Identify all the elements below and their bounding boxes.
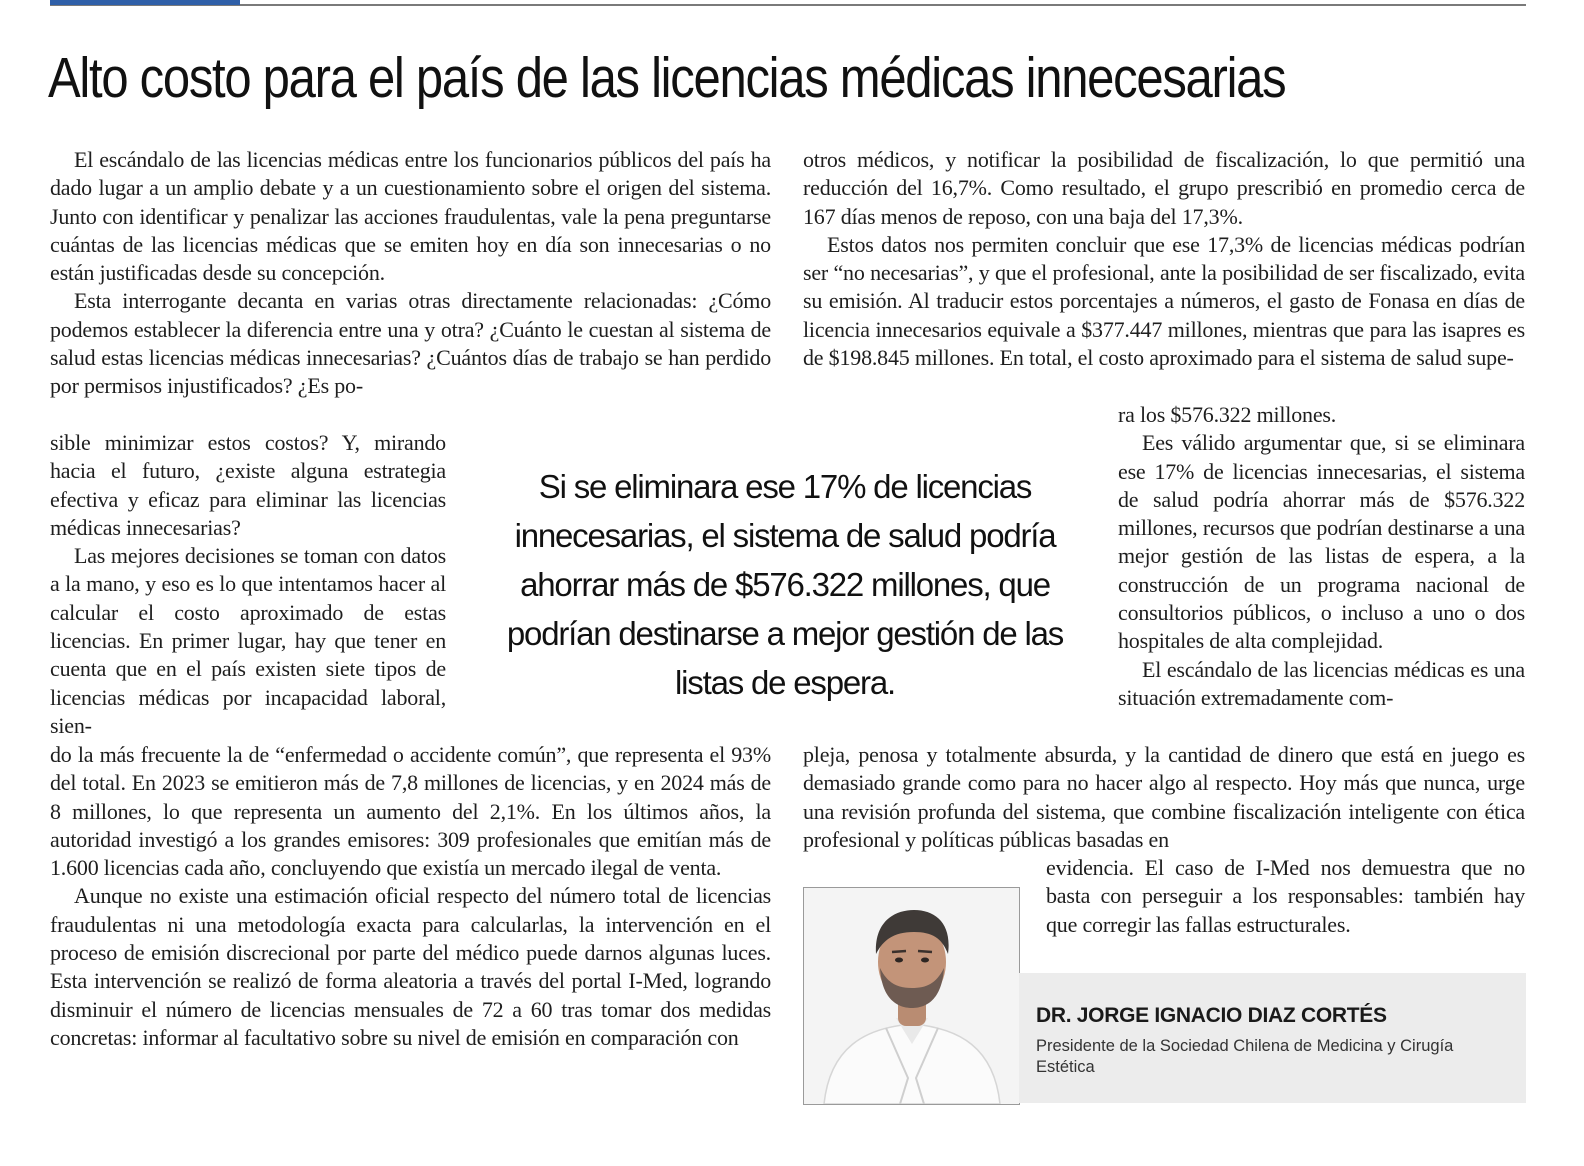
paragraph: Las mejores decisiones se toman con datos a la mano, y eso es lo que intentamos hacer al calcular el costo aproximado de estas licencias. En primer lugar, hay que tener en cuenta que en el país existen siete tipos de licencias médicas por incapacidad laboral, sien- [50,543,446,738]
author-name: DR. JORGE IGNACIO DIAZ CORTÉS [1036,1004,1387,1027]
section-accent-bar [50,0,240,5]
paragraph: evidencia. El caso de I-Med nos demuestra que no basta con perseguir a los responsables: también hay que corregir las fallas estructurales. [1046,855,1525,937]
right-column-tail [1046,854,1525,939]
paragraph: El escándalo de las licencias médicas entre los funcionarios públicos del país ha dado lugar a un amplio debate y a un cuestionamiento sobre el origen del sistema. Junto con identificar y penalizar las acciones fraudulentas, vale la pena preguntarse cuántas de las licencias médicas que se emiten hoy en día son innecesarias o no están justificadas desde su concepción. [50,147,771,286]
left-column-bottom [50,741,771,1052]
paragraph: ra los $576.322 millones. [1118,402,1337,427]
top-rule [50,4,1526,6]
left-column-top [50,146,771,401]
author-role: Presidente de la Sociedad Chilena de Medicina y Cirugía Estética [1036,1037,1454,1076]
author-portrait-icon [804,888,1019,1104]
paragraph: otros médicos, y notificar la posibilidad de fiscalización, lo que permitió una reducción del 16,7%. Como resultado, el grupo prescribió en promedio cerca de 167 días menos de reposo, con una baja del 17,3%. [803,147,1525,229]
pull-quote: Si se eliminara ese 17% de licencias innecesarias, el sistema de salud podría ahorrar más de $576.322 millones, que podrían destinarse a mejor gestión de las listas de espera. [506,468,1064,701]
paragraph: Esta interrogante decanta en varias otras directamente relacionadas: ¿Cómo podemos establecer la diferencia entre una y otra? ¿Cuánto le cuestan al sistema de salud estas licencias médicas innecesarias? ¿Cuántos días de trabajo se han perdido por permisos injustificados? ¿Es po- [50,288,771,399]
paragraph: Ees válido argumentar que, si se eliminara ese 17% de licencias innecesarias, el sistema de salud podría ahorrar más de $576.322 millones, recursos que podrían destinarse a una mejor gestión de las listas de espera, a la construcción de un programa nacional de consultorios públicos, o incluso a uno o dos hospitales de alta complejidad. [1118,430,1525,654]
headline: Alto costo para el país de las licencias médicas innecesarias [48,46,1286,110]
paragraph: El escándalo de las licencias médicas es una situación extremadamente com- [1118,656,1525,710]
right-column-mid [803,741,1525,854]
paragraph: Aunque no existe una estimación oficial respecto del número total de licencias fraudulentas ni una metodología exacta para calcularlas, la intervención en el proceso de emisión discrecional por parte del médico puede darnos algunas luces. Esta intervención se realizó de forma aleatoria a través del portal I-Med, logrando disminuir el número de licencias mensuales de 72 a 60 tras tomar dos medidas concretas: informar al facultativo sobre su nivel de emisión en comparación con [50,883,771,1050]
paragraph: do la más frecuente la de “enfermedad o accidente común”, que representa el 93% del total. En 2023 se emitieron más de 7,8 millones de licencias, y en 2024 más de 8 millones, lo que representa un aumento del 2,1%. En los últimos años, la autoridad investigó a los grandes emisores: 309 profesionales que emitían más de 1.600 licencias cada año, concluyendo que existía un mercado ilegal de venta. [50,742,771,881]
paragraph: pleja, penosa y totalmente absurda, y la cantidad de dinero que está en juego es demasiado grande como para no hacer algo al respecto. Hoy más que nunca, urge una revisión profunda del sistema, que combine fiscalización inteligente con ética profesional y políticas públicas basadas en [803,742,1525,852]
right-column-narrow [1118,401,1525,712]
paragraph: sible minimizar estos costos? Y, mirando hacia el futuro, ¿existe alguna estrategia efectiva y eficaz para eliminar las licencias médicas innecesarias? [50,430,446,540]
paragraph: Estos datos nos permiten concluir que ese 17,3% de licencias médicas podrían ser “no necesarias”, y que el profesional, ante la posibilidad de ser fiscalizado, evita su emisión. Al traducir estos porcentajes a números, el gasto de Fonasa en días de licencia innecesarios equivale a $377.447 millones, mientras que para las isapres es de $198.845 millones. En total, el costo aproximado para el sistema de salud supe- [803,231,1525,371]
author-photo [803,887,1020,1105]
left-column-narrow [50,429,446,740]
right-column-top [803,146,1525,372]
